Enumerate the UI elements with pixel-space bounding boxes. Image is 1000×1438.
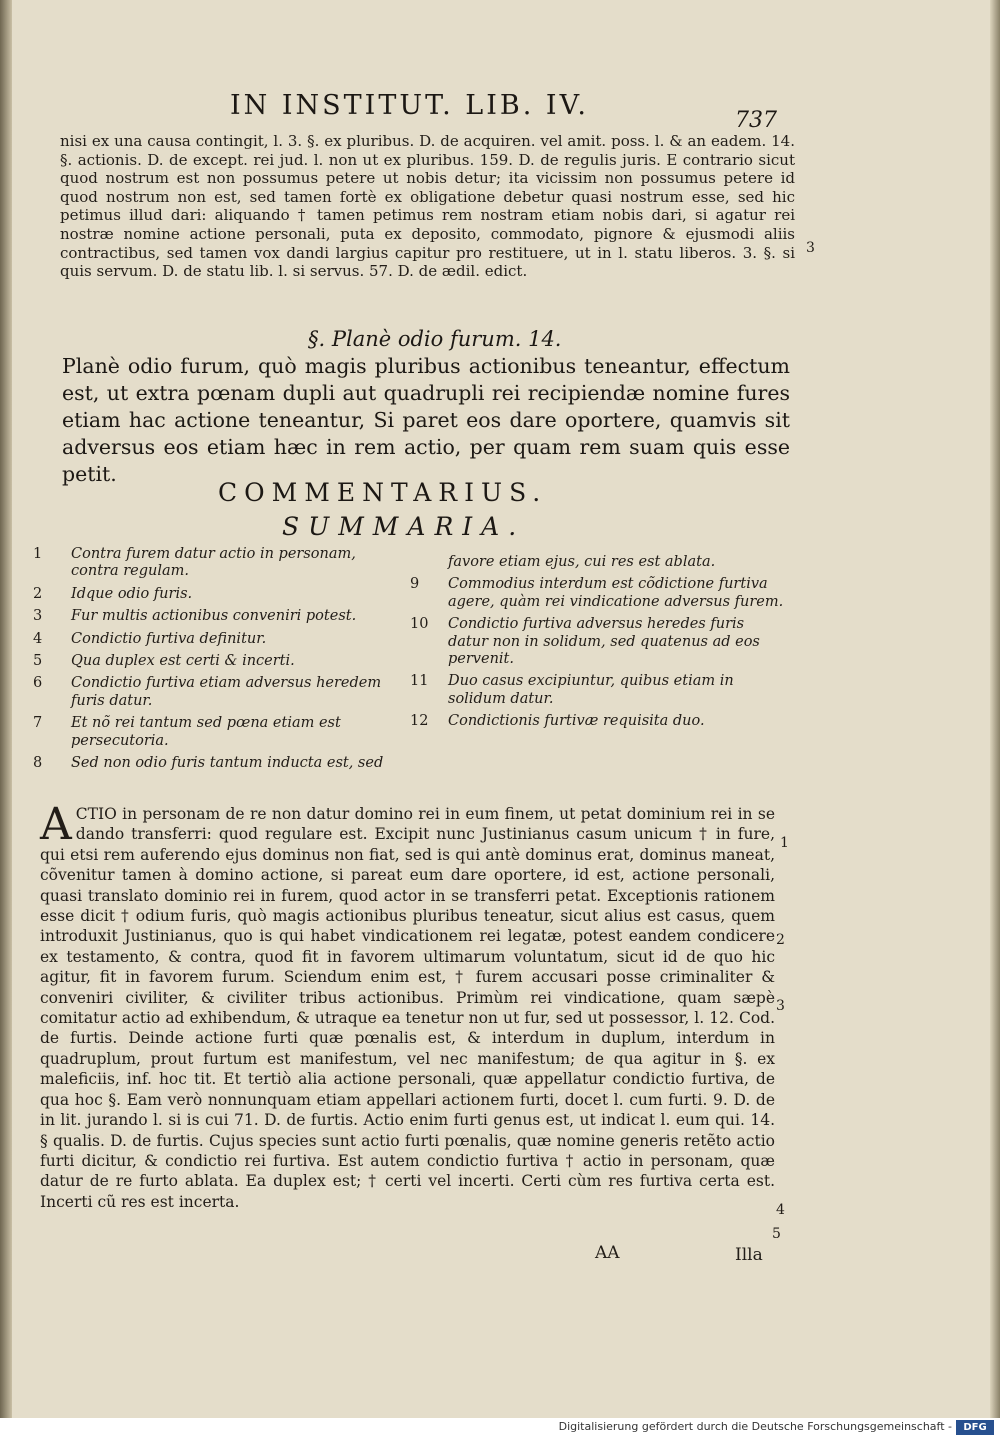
summary-item: 2 Idque odio furis. bbox=[33, 585, 193, 602]
catchword: Illa bbox=[735, 1245, 763, 1265]
summary-item: 4 Condictio furtiva definitur. bbox=[33, 630, 267, 647]
page-edge-left bbox=[0, 0, 12, 1418]
drop-cap: A bbox=[40, 799, 72, 850]
margin-number: 5 bbox=[772, 1226, 781, 1242]
page-edge-right bbox=[990, 0, 1000, 1418]
margin-number: 2 bbox=[776, 932, 785, 948]
summaria-title: SUMMARIA. bbox=[282, 512, 526, 541]
summary-item: 9 Commodius interdum est cõdictione furtiva agere, quàm rei vindicatione adversus furem. bbox=[410, 576, 784, 610]
summary-item: 6 Condictio furtiva etiam adversus heredem furis datur. bbox=[33, 675, 382, 709]
dfg-logo: DFG bbox=[956, 1420, 994, 1435]
summaria-right-column bbox=[410, 554, 785, 736]
summary-item: 12 Condictionis furtivæ requisita duo. bbox=[410, 713, 705, 730]
margin-number: 1 bbox=[780, 835, 789, 851]
margin-number: 3 bbox=[806, 240, 815, 256]
summaria-left-column bbox=[33, 546, 398, 777]
commentarius-title: COMMENTARIUS. bbox=[218, 478, 548, 507]
summary-item: 5 Qua duplex est certi & incerti. bbox=[33, 653, 295, 670]
footer-credit: Digitalisierung gefördert durch die Deutsche Forschungsgemeinschaft - bbox=[558, 1420, 952, 1433]
summary-item: favore etiam ejus, cui res est ablata. bbox=[448, 554, 716, 570]
commentary-text bbox=[40, 799, 775, 1212]
page-number: 737 bbox=[735, 108, 777, 133]
signature-mark: AA bbox=[595, 1243, 620, 1263]
summary-item: 8 Sed non odio furis tantum inducta est, sed bbox=[33, 755, 384, 772]
margin-number: 4 bbox=[776, 1202, 785, 1218]
summary-item: 11 Duo casus excipiuntur, quibus etiam in solidum datur. bbox=[410, 673, 734, 707]
running-title: IN INSTITUT. LIB. IV. bbox=[230, 90, 589, 121]
commentary-body: CTIO in personam de re non datur domino rei in eum finem, ut petat dominium rei in se dando transferri: quod regulare est. Excipit nunc Justinianus casum unicum † in fure, qui etsi rem auferendo ejus dominus non fiat, sed is qui antè dominus erat, dominus maneat, cõvenitur tamen à domino actione, si pareat eum dare oportere, id est, actione personali, quasi translato dominio rei in furem, quod actor in se transferri petat. Exceptionis rationem esse dicit † odium furis, quò magis actionibus pluribus teneatur, sicut alius est casus, quem introduxit Justinianus, quo is qui habet vindicationem rei legatæ, potest eandem condicere ex testamento, & contra, quod fit in favorem ultimarum voluntatum, sicut id de quo hic agitur, fit in favorem furum. Sciendum enim est, † furem accusari posse criminaliter & conveniri civiliter, & civiliter tribus actionibus. Primùm rei vindicatione, quam sæpè comitatur actio ad exhibendum, & utraque ea tenetur non ut fur, sed ut possessor, l. 12. Cod. de furtis. Deinde actione furti quæ pœnalis est, & interdum in duplum, interdum in quadruplum, prout furtum est manifestum, vel nec manifestum; de qua agitur in §. ex maleficiis, inf. hoc tit. Et tertiò alia actione personali, quæ appellatur condictio furtiva, de qua hoc §. Eam verò nonnunquam etiam appellari actionem furti, docet l. cum furti. 9. D. de in lit. jurando l. si is cui 71. D. de furtis. Actio enim furti genus est, ut indicat l. eum qui. 14. § qualis. D. de furtis. Cujus species sunt actio furti pœnalis, quæ nomine generis retẽto actio furti dicitur, & condictio rei furtiva. Est autem condictio furtiva † actio in personam, quæ datur de re furto ablata. Ea duplex est; † certi vel incerti. Certi cùm res furtiva certa est. Incerti cũ res est incerta. bbox=[40, 805, 775, 1211]
section-text: Planè odio furum, quò magis pluribus actionibus teneantur, effectum est, ut extra pœnam dupli aut quadrupli rei recipiendæ nomine fures etiam hac actione teneantur, Si paret eos dare oportere, quamvis sit adversus eos etiam hæc in rem actio, per quam rem suam quis esse petit. bbox=[62, 354, 790, 486]
section-heading: §. Planè odio furum. 14. bbox=[308, 327, 562, 351]
top-note: nisi ex una causa contingit, l. 3. §. ex pluribus. D. de acquiren. vel amit. poss. l. & an eadem. 14. §. actionis. D. de except. rei jud. l. non ut ex pluribus. 159. D. de regulis juris. E contrario sicut quod nostrum est non possumus petere ut nobis detur; ita vicissim non possumus petere id quod nostrum non est, sed tamen fortè ex obligatione debetur quasi nostrum esse, sed hic petimus illud dari: aliquando † tamen petimus rem nostram etiam nobis dari, si agatur rei nostræ nomine actione personali, puta ex deposito, commodato, pignore & ejusmodi aliis contractibus, sed tamen vox dandi largius capitur pro restituere, ut in l. statu liberos. 3. §. si quis servum. D. de statu lib. l. si servus. 57. D. de ædil. edict. bbox=[60, 132, 795, 281]
summary-item: 10 Condictio furtiva adversus heredes furis datur non in solidum, sed quatenus ad eos pervenit. bbox=[410, 616, 760, 668]
summary-item: 3 Fur multis actionibus conveniri potest. bbox=[33, 608, 357, 625]
margin-number: 3 bbox=[776, 998, 785, 1014]
summary-item: 1 Contra furem datur actio in personam, contra regulam. bbox=[33, 546, 356, 580]
footer-bar bbox=[0, 1418, 1000, 1438]
summary-item: 7 Et nõ rei tantum sed pœna etiam est persecutoria. bbox=[33, 715, 341, 749]
